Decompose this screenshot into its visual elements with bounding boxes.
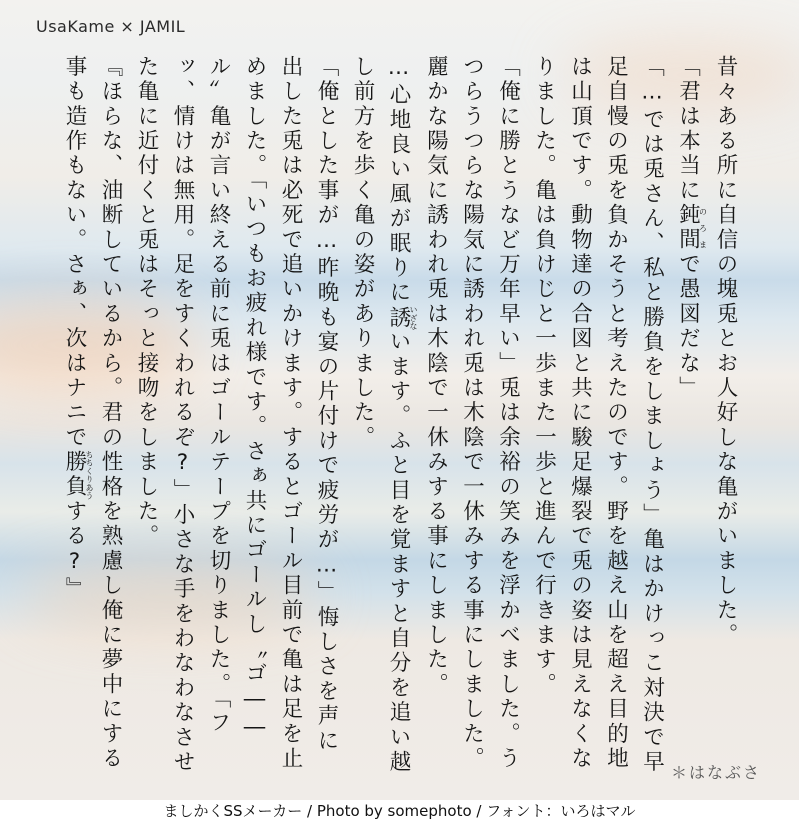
ruby-word: 勝負ちちくりあう [62, 450, 94, 500]
story-paragraph: 「…では兎さん、私と勝負をしましょう」亀はかけっこ対決で早足自慢の兎を負かそうと考えたのです。野を越え山を超え目的地は山頂です。動物達の合図と共に駿足爆裂で兎の姿は見えなくなりました。亀は負けじと一歩また一歩と進んで行きます。 [531, 55, 665, 775]
story-paragraph: 昔々ある所に自信の塊兎とお人好しな亀がいました。 [713, 55, 738, 648]
ruby-word: 鈍間のろま [675, 203, 708, 253]
story-paragraph: 「俺とした事が…昨晩も宴の片付けで疲労が…」悔しさを声に出した兎は必死で追いかけます。するとゴール目前で亀は足を止めました。「いつもお疲れ様です。さぁ共にゴールし〝ゴ――ル〟亀が言い終える前に兎はゴールテープを切りました。「フッ、情けは無用。足をすくわれるぞ?」小さな手をわなわなさせた亀に近付くと兎はそっと接吻をしました。 [134, 55, 339, 775]
story-text [56, 55, 743, 775]
ruby-word: 誘いざな [386, 305, 418, 331]
author-signature: ＊はなぶさ [670, 763, 761, 782]
story-paragraph: 「俺に勝とうなど万年早い」兎は余裕の笑みを浮かべました。うつらうつらな陽気に誘われ兎は木陰で一休みする事にしました。麗かな陽気に誘われ兎は木陰で一休みする事にしました。 [423, 55, 521, 772]
story-paragraph: 『ほらな、油断しているから。君の性格を熟慮し俺に夢中にする事も造作もない。さぁ、次はナニで勝負ちちくりあうする?』 [62, 55, 123, 772]
story-paragraph: …心地良い風が眠りに誘いざないます。ふと目を覚ますと自分を追い越し前方を歩く亀の姿がありました。 [350, 55, 418, 775]
story-paragraph: 「君は本当に鈍間のろまで愚図だな」 [675, 55, 708, 401]
card-title: UsaKame × JAMIL [36, 17, 186, 36]
footer-credit: ましかくSSメーカー / Photo by somephoto / フォント：いろはマル [0, 800, 799, 829]
